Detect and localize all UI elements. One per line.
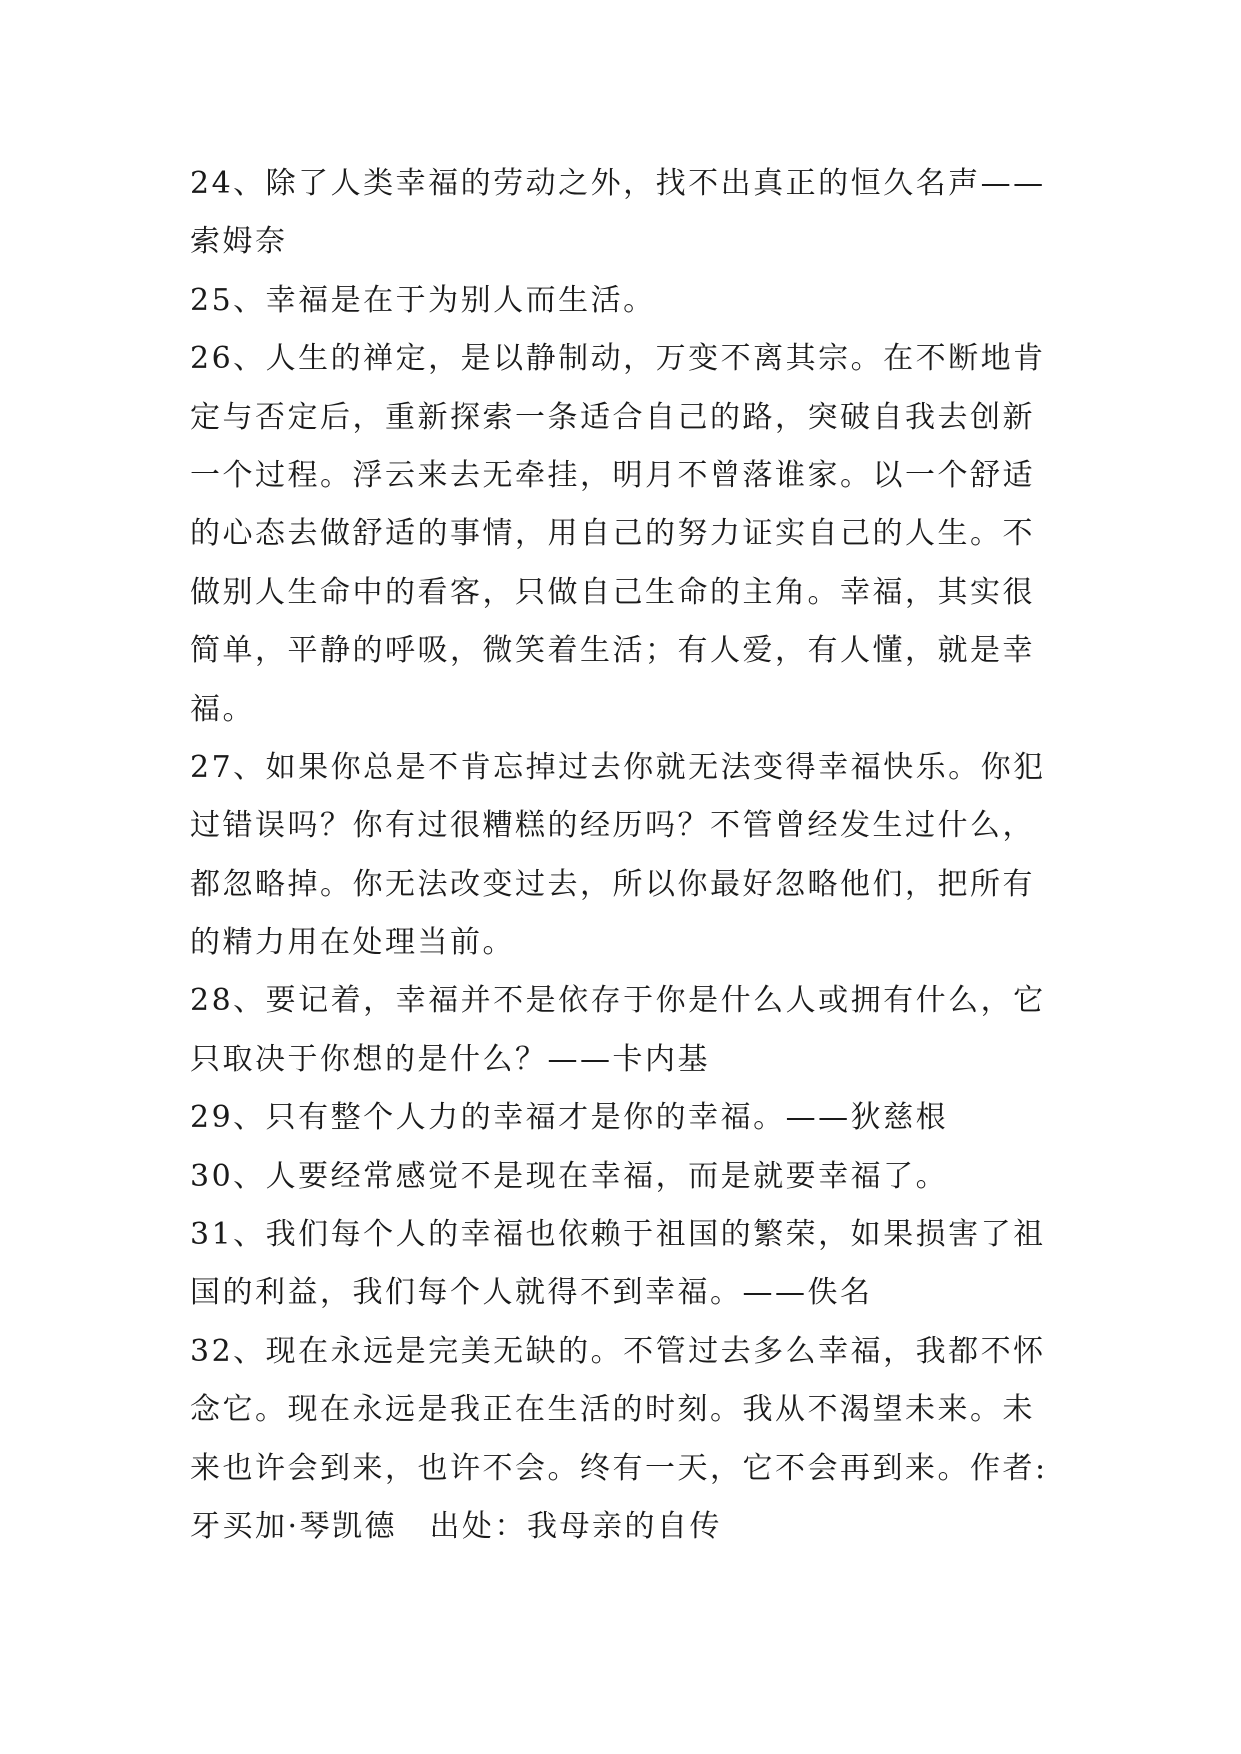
text-line: 来也许会到来，也许不会。终有一天，它不会再到来。作者: <box>190 1450 1048 1486</box>
text-line: 索姆奈 <box>190 224 288 260</box>
text-line: 的精力用在处理当前。 <box>190 925 515 961</box>
text-line: 27、如果你总是不肯忘掉过去你就无法变得幸福快乐。你犯 <box>190 749 1046 785</box>
text-line: 定与否定后，重新探索一条适合自己的路，突破自我去创新 <box>190 399 1035 435</box>
text-line: 30、人要经常感觉不是现在幸福，而是就要幸福了。 <box>190 1158 949 1194</box>
text-line: 国的利益，我们每个人就得不到幸福。——佚名 <box>190 1275 873 1311</box>
text-line: 念它。现在永远是我正在生活的时刻。我从不渴望未来。未 <box>190 1392 1035 1428</box>
text-line: 都忽略掉。你无法改变过去，所以你最好忽略他们，把所有 <box>190 866 1035 902</box>
text-line: 一个过程。浮云来去无牵挂，明月不曾落谁家。以一个舒适 <box>190 457 1035 493</box>
text-line: 24、除了人类幸福的劳动之外，找不出真正的恒久名声—— <box>190 166 1046 201</box>
text-line: 26、人生的禅定，是以静制动，万变不离其宗。在不断地肯 <box>190 341 1046 377</box>
text-line: 做别人生命中的看客，只做自己生命的主角。幸福，其实很 <box>190 574 1035 610</box>
text-line: 25、幸福是在于为别人而生活。 <box>190 282 656 318</box>
text-line: 28、要记着，幸福并不是依存于你是什么人或拥有什么，它 <box>190 983 1046 1019</box>
text-line: 29、只有整个人力的幸福才是你的幸福。——狄慈根 <box>190 1100 949 1136</box>
text-line: 32、现在永远是完美无缺的。不管过去多么幸福，我都不怀 <box>190 1333 1046 1369</box>
text-line: 只取决于你想的是什么？——卡内基 <box>190 1041 710 1077</box>
text-line: 过错误吗？你有过很糟糕的经历吗？不管曾经发生过什么， <box>190 808 1035 844</box>
text-line: 牙买加·琴凯德 出处：我母亲的自传 <box>190 1508 723 1544</box>
text-line: 福。 <box>190 691 255 727</box>
text-line: 简单，平静的呼吸，微笑着生活；有人爱，有人懂，就是幸 <box>190 633 1035 669</box>
document-body <box>190 155 1070 1556</box>
text-line: 的心态去做舒适的事情，用自己的努力证实自己的人生。不 <box>190 516 1035 552</box>
text-line: 31、我们每个人的幸福也依赖于祖国的繁荣，如果损害了祖 <box>190 1217 1046 1253</box>
